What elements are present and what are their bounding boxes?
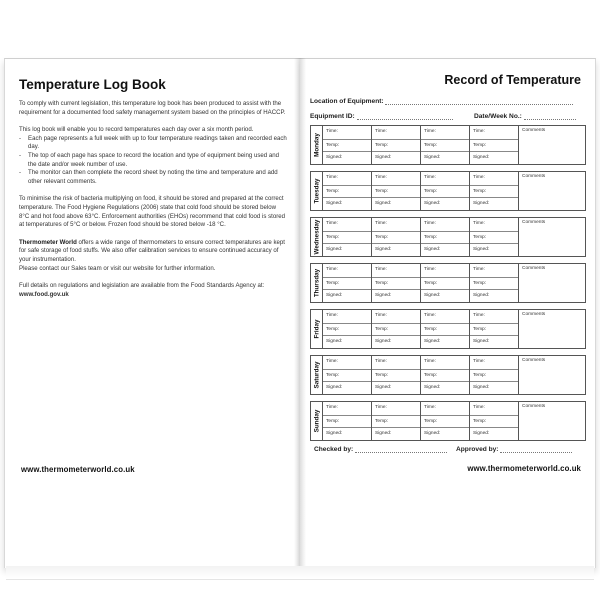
comments-cell[interactable]: Comments	[522, 266, 546, 271]
signed-cell[interactable]: Signed:	[372, 335, 420, 348]
reading-slot	[323, 356, 372, 394]
signed-cell[interactable]: Signed:	[470, 197, 518, 210]
temp-cell[interactable]: Temp:	[372, 139, 420, 152]
time-cell[interactable]: Time:	[424, 129, 436, 134]
equipment-field[interactable]	[310, 113, 453, 120]
brand-name: Thermometer World	[19, 238, 77, 246]
temp-cell[interactable]: Temp:	[421, 323, 469, 336]
time-cell[interactable]: Time:	[424, 175, 436, 180]
signed-cell[interactable]: Signed:	[470, 289, 518, 302]
signed-cell[interactable]: Signed:	[421, 243, 469, 256]
signed-cell[interactable]: Signed:	[470, 243, 518, 256]
temp-cell[interactable]: Temp:	[323, 369, 371, 382]
time-cell[interactable]: Time:	[326, 405, 338, 410]
comments-cell[interactable]: Comments	[522, 312, 546, 317]
reading-slots	[323, 264, 519, 302]
time-cell[interactable]: Time:	[326, 313, 338, 318]
signed-cell[interactable]: Signed:	[372, 151, 420, 164]
signed-cell[interactable]: Signed:	[470, 381, 518, 394]
time-cell[interactable]: Time:	[424, 221, 436, 226]
reading-slot	[421, 218, 470, 256]
signed-cell[interactable]: Signed:	[323, 289, 371, 302]
time-cell[interactable]: Time:	[326, 221, 338, 226]
reading-slot	[372, 356, 421, 394]
risk-paragraph: To minimise the risk of bacteria multiplying on food, it should be stored and prepared at the correct temperature. The Food Hygiene Regulations (2006) state that cold food should be stored below 8°C and hot food above 63°C. Enforcement authorities (EHOs) recommend that cold food is stored at temperatures of 5°C or below. Frozen food should be stored below -18 °C.	[19, 195, 286, 229]
reading-slot	[421, 356, 470, 394]
time-cell[interactable]: Time:	[473, 405, 485, 410]
reading-slot	[470, 310, 519, 348]
page-title: Temperature Log Book	[19, 77, 166, 92]
details-paragraph	[19, 282, 287, 299]
details-text: Full details on regulations and legislation are available from the Food Standards Agency at:	[19, 281, 265, 289]
signed-cell[interactable]: Signed:	[470, 335, 518, 348]
temp-cell[interactable]: Temp:	[470, 369, 518, 382]
day-tab	[311, 356, 323, 394]
reading-slot	[470, 264, 519, 302]
book-spine	[294, 58, 306, 568]
time-cell[interactable]: Time:	[375, 405, 387, 410]
reading-slots	[323, 172, 519, 210]
day-tab	[311, 402, 323, 440]
temp-cell[interactable]: Temp:	[421, 231, 469, 244]
time-cell[interactable]: Time:	[375, 175, 387, 180]
time-cell[interactable]: Time:	[424, 405, 436, 410]
date-field[interactable]	[474, 113, 576, 120]
reading-slot	[372, 264, 421, 302]
time-cell[interactable]: Time:	[473, 313, 485, 318]
temp-cell[interactable]: Temp:	[470, 139, 518, 152]
reading-slot	[421, 172, 470, 210]
checked-label: Checked by:	[314, 446, 354, 453]
day-tab	[311, 126, 323, 164]
record-title: Record of Temperature	[444, 73, 581, 87]
reading-slot	[372, 126, 421, 164]
time-cell[interactable]: Time:	[326, 359, 338, 364]
day-label: Thursday	[313, 268, 321, 298]
reading-slot	[372, 218, 421, 256]
day-block-thursday	[310, 263, 586, 303]
day-block-sunday	[310, 401, 586, 441]
equipment-line	[357, 114, 453, 120]
brand-paragraph	[19, 239, 287, 265]
usage-item: - Each page represents a full week with up to four temperature readings taken and recorded each day.	[19, 135, 287, 152]
signed-cell[interactable]: Signed:	[372, 289, 420, 302]
signed-cell[interactable]: Signed:	[421, 151, 469, 164]
temp-cell[interactable]: Temp:	[323, 139, 371, 152]
usage-paragraph: This log book will enable you to record temperatures each day over a six month period.	[19, 125, 254, 133]
time-cell[interactable]: Time:	[424, 267, 436, 272]
page-edge	[6, 566, 594, 580]
time-cell[interactable]: Time:	[424, 313, 436, 318]
reading-slot	[421, 126, 470, 164]
temp-cell[interactable]: Temp:	[372, 185, 420, 198]
day-label: Friday	[313, 319, 321, 339]
left-page	[4, 58, 300, 568]
temp-cell[interactable]: Temp:	[470, 323, 518, 336]
reading-slots	[323, 126, 519, 164]
temp-cell[interactable]: Temp:	[323, 277, 371, 290]
approved-field[interactable]	[456, 446, 572, 453]
reading-slot	[323, 264, 372, 302]
comments-cell[interactable]: Comments	[522, 128, 546, 133]
reading-slot	[323, 218, 372, 256]
time-cell[interactable]: Time:	[326, 175, 338, 180]
time-cell[interactable]: Time:	[375, 267, 387, 272]
website-footer: www.thermometerworld.co.uk	[21, 465, 135, 474]
signed-cell[interactable]: Signed:	[421, 381, 469, 394]
reading-slots	[323, 218, 519, 256]
signed-cell[interactable]: Signed:	[323, 197, 371, 210]
signed-cell[interactable]: Signed:	[421, 335, 469, 348]
reading-slot	[372, 310, 421, 348]
right-page	[300, 58, 596, 568]
equipment-label: Equipment ID:	[310, 113, 355, 120]
brand-text: offers a wide range of thermometers to ensure correct temperatures are kept for safe storage of food stuffs. We also offer calibration services to ensure continued accuracy of your instrumentation.	[19, 238, 285, 264]
signed-cell[interactable]: Signed:	[421, 197, 469, 210]
temp-cell[interactable]: Temp:	[421, 369, 469, 382]
usage-item: - The monitor can then complete the record sheet by noting the time and temperature and add other relevant comments.	[19, 169, 287, 186]
reading-slot	[323, 172, 372, 210]
temp-cell[interactable]: Temp:	[372, 231, 420, 244]
signed-cell[interactable]: Signed:	[470, 151, 518, 164]
temp-cell[interactable]: Temp:	[323, 415, 371, 428]
comments-cell[interactable]: Comments	[522, 174, 546, 179]
date-label: Date/Week No.:	[474, 113, 522, 120]
day-block-wednesday	[310, 217, 586, 257]
signed-cell[interactable]: Signed:	[323, 243, 371, 256]
signed-cell[interactable]: Signed:	[372, 243, 420, 256]
date-line	[524, 114, 576, 120]
temp-cell[interactable]: Temp:	[372, 323, 420, 336]
temp-cell[interactable]: Temp:	[421, 277, 469, 290]
reading-slots	[323, 356, 519, 394]
temp-cell[interactable]: Temp:	[323, 231, 371, 244]
day-label: Saturday	[313, 361, 321, 389]
comments-cell[interactable]: Comments	[522, 358, 546, 363]
day-block-saturday	[310, 355, 586, 395]
temp-cell[interactable]: Temp:	[470, 231, 518, 244]
time-cell[interactable]: Time:	[473, 267, 485, 272]
temp-cell[interactable]: Temp:	[323, 185, 371, 198]
reading-slot	[470, 402, 519, 440]
temp-cell[interactable]: Temp:	[372, 369, 420, 382]
temp-cell[interactable]: Temp:	[372, 415, 420, 428]
time-cell[interactable]: Time:	[473, 175, 485, 180]
time-cell[interactable]: Time:	[375, 313, 387, 318]
approved-line	[500, 447, 572, 453]
day-tab	[311, 172, 323, 210]
temp-cell[interactable]: Temp:	[421, 415, 469, 428]
usage-item: - The top of each page has space to record the location and type of equipment being used and the date and/or week number of use.	[19, 152, 287, 169]
day-tab	[311, 264, 323, 302]
signed-cell[interactable]: Signed:	[323, 427, 371, 440]
time-cell[interactable]: Time:	[473, 129, 485, 134]
day-block-monday	[310, 125, 586, 165]
time-cell[interactable]: Time:	[375, 129, 387, 134]
reading-slot	[323, 126, 372, 164]
signed-cell[interactable]: Signed:	[470, 427, 518, 440]
signed-cell[interactable]: Signed:	[372, 427, 420, 440]
reading-slot	[470, 356, 519, 394]
day-label: Wednesday	[313, 219, 321, 255]
signed-cell[interactable]: Signed:	[421, 289, 469, 302]
temp-cell[interactable]: Temp:	[421, 185, 469, 198]
day-label: Sunday	[313, 409, 321, 433]
location-label: Location of Equipment:	[310, 98, 384, 105]
day-block-tuesday	[310, 171, 586, 211]
comments-cell[interactable]: Comments	[522, 220, 546, 225]
location-line	[385, 99, 573, 105]
log-book	[4, 58, 596, 588]
time-cell[interactable]: Time:	[473, 221, 485, 226]
day-label: Tuesday	[313, 178, 321, 204]
time-cell[interactable]: Time:	[424, 359, 436, 364]
approved-label: Approved by:	[456, 446, 499, 453]
temp-cell[interactable]: Temp:	[372, 277, 420, 290]
intro-text	[19, 100, 287, 308]
food-standards-link[interactable]: www.food.gov.uk	[19, 290, 69, 298]
reading-slot	[372, 402, 421, 440]
day-block-friday	[310, 309, 586, 349]
reading-slot	[421, 310, 470, 348]
temp-cell[interactable]: Temp:	[470, 415, 518, 428]
reading-slot	[421, 264, 470, 302]
time-cell[interactable]: Time:	[326, 267, 338, 272]
intro-paragraph: To comply with current legislation, this temperature log book has been produced to assist with the requirement for a documented food safety management system based on the principles of HACCP.	[19, 100, 286, 116]
signed-cell[interactable]: Signed:	[323, 335, 371, 348]
usage-list	[19, 135, 287, 187]
reading-slots	[323, 402, 519, 440]
checked-line	[355, 447, 447, 453]
signed-cell[interactable]: Signed:	[372, 197, 420, 210]
reading-slot	[323, 310, 372, 348]
reading-slot	[323, 402, 372, 440]
time-cell[interactable]: Time:	[375, 221, 387, 226]
signed-cell[interactable]: Signed:	[323, 151, 371, 164]
contact-paragraph: Please contact our Sales team or visit our website for further information.	[19, 264, 216, 272]
day-tab	[311, 310, 323, 348]
signed-cell[interactable]: Signed:	[421, 427, 469, 440]
comments-cell[interactable]: Comments	[522, 404, 546, 409]
signed-cell[interactable]: Signed:	[372, 381, 420, 394]
reading-slots	[323, 310, 519, 348]
checked-field[interactable]	[314, 446, 447, 453]
temp-cell[interactable]: Temp:	[421, 139, 469, 152]
temp-cell[interactable]: Temp:	[323, 323, 371, 336]
day-label: Monday	[313, 133, 321, 157]
time-cell[interactable]: Time:	[326, 129, 338, 134]
reading-slot	[470, 126, 519, 164]
location-field[interactable]	[310, 98, 573, 105]
reading-slot	[470, 218, 519, 256]
day-tab	[311, 218, 323, 256]
reading-slot	[372, 172, 421, 210]
time-cell[interactable]: Time:	[473, 359, 485, 364]
reading-slot	[470, 172, 519, 210]
time-cell[interactable]: Time:	[375, 359, 387, 364]
reading-slot	[421, 402, 470, 440]
temp-cell[interactable]: Temp:	[470, 277, 518, 290]
website-footer: www.thermometerworld.co.uk	[467, 464, 581, 473]
signed-cell[interactable]: Signed:	[323, 381, 371, 394]
temp-cell[interactable]: Temp:	[470, 185, 518, 198]
